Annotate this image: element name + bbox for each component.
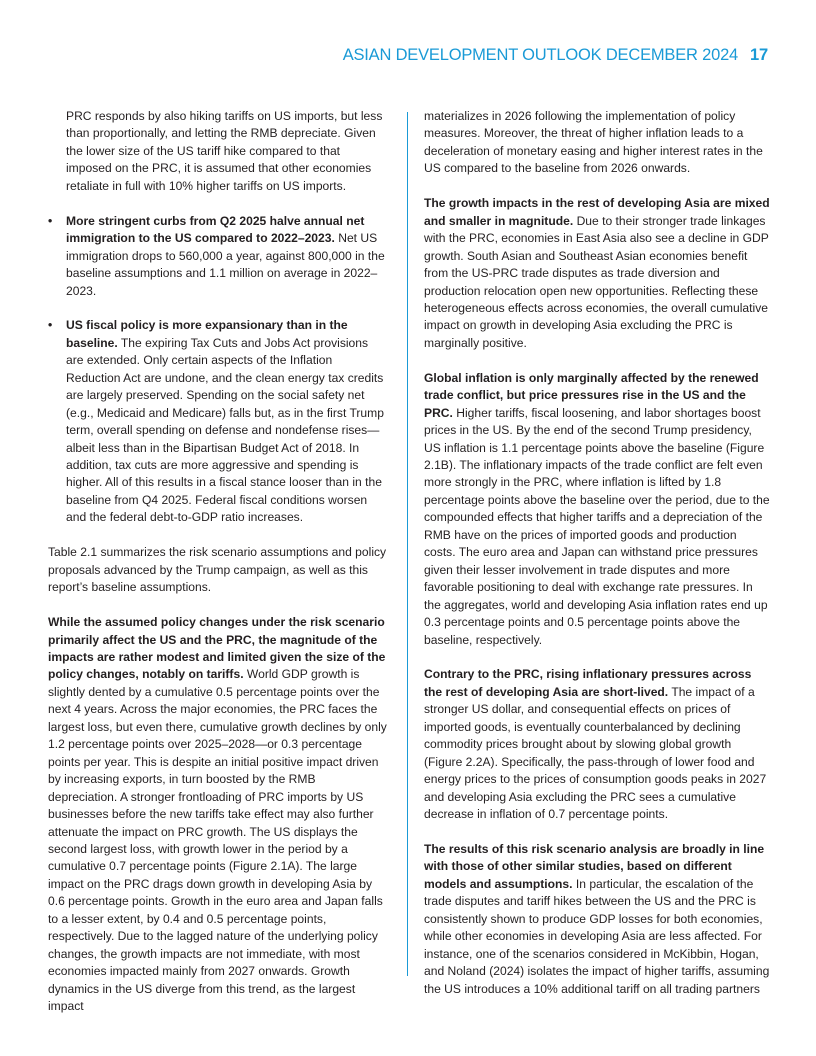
bullet-immigration [48,213,388,300]
similar-studies-paragraph [424,841,770,998]
publication-title: ASIAN DEVELOPMENT OUTLOOK DECEMBER 2024 [342,46,739,64]
global-inflation-paragraph [424,370,770,649]
policy-impact-text: World GDP growth is slightly dented by a cumulative 0.5 percentage points over the next 4 years. Across the major economies, the PRC faces the largest loss, but even there, cumulative growth declines by only 1.2 percentage points over 2025–2028—or 0.3 percentage points per year. This is despite an initial positive impact driven by increasing exports, in turn boosted by the RMB depreciation. A stronger frontloading of PRC imports by US businesses before the new tariffs take effect may also further attenuate the impact on PRC growth. The US displays the second largest loss, with growth lower in the period by a cumulative 0.7 percentage points (Figure 2.1A). The large impact on the PRC drags down growth in developing Asia by 0.6 percentage points. Growth in the euro area and Japan falls to a lesser extent, by 0.4 and 0.5 percentage points, respectively. Due to the lagged nature of the underlying policy changes, the growth impacts are not immediate, with most economies impacted mainly from 2027 onwards. Growth dynamics in the US diverge from this trend, as the largest impact [48,667,387,1014]
left-column [48,108,388,1033]
inflation-pressures-heading: Contrary to the PRC, rising inflationary pressures across the rest of developing Asia are short-lived. [424,667,752,699]
table-summary-paragraph: Table 2.1 summarizes the risk scenario assumptions and policy proposals advanced by the Trump campaign, as well as this report’s baseline assumptions. [48,545,387,595]
global-inflation-heading: Global inflation is only marginally affected by the renewed trade conflict, but price pressures rise in the US and the PRC. [424,370,759,420]
column-divider [407,112,408,976]
bullet-fiscal-heading: US fiscal policy is more expansionary than in the baseline. [66,318,348,350]
bullet-immigration-heading: More stringent curbs from Q2 2025 halve annual net immigration to the US compared to 2022–2023. [66,213,365,246]
bullet-fiscal [48,317,388,526]
bullet-icon: • [48,318,53,333]
policy-impact-paragraph [48,614,388,1015]
growth-impacts-heading: The growth impacts in the rest of developing Asia are mixed and smaller in magnitude. [424,196,770,228]
running-header [343,46,768,65]
continued-paragraph: materializes in 2026 following the implementation of policy measures. Moreover, the threat of higher inflation leads to a deceleration of monetary easing and higher interest rates in the US compared to the baseline from 2026 onwards. [424,109,763,176]
similar-studies-heading: The results of this risk scenario analysis are broadly in line with those of other similar studies, based on different models and assumptions. [424,841,765,891]
growth-impacts-text: Due to their stronger trade linkages with the PRC, economies in East Asia also see a decline in GDP growth. South Asian and Southeast Asian economies benefit from the US-PRC trade disputes as trade diversion and production relocation open new opportunities. Reflecting these heterogeneous effects across economies, the overall cumulative impact on growth in developing Asia excluding the PRC is marginally positive. [424,213,769,350]
intro-paragraph: PRC responds by also hiking tariffs on US imports, but less than proportionally, and letting the RMB depreciate. Given the lower size of the US tariff hike compared to that imposed on the PRC, it is assumed that other economies retaliate in full with 10% higher tariffs on US imports. [66,109,383,193]
bullet-fiscal-text: The expiring Tax Cuts and Jobs Act provisions are extended. Only certain aspects of the Inflation Reduction Act are undone, and the clean energy tax credits are largely preserved. Spending on the social safety net (e.g., Medicaid and Medicare) falls but, as in the first Trump term, overall spending on defense and nondefense rises—albeit less than in the Bipartisan Budget Act of 2018. In addition, tax cuts are more aggressive and spending is higher. All of this results in a fiscal stance looser than in the baseline from Q4 2025. Federal fiscal conditions worsen and the federal debt-to-GDP ratio increases. [66,335,384,525]
global-inflation-text: Higher tariffs, fiscal loosening, and labor shortages boost prices in the US. By the end of the second Trump presidency, US inflation is 1.1 percentage points above the baseline (Figure 2.1B). The inflationary impacts of the trade conflict are felt even more strongly in the PRC, where inflation is lifted by 1.8 percentage points above the baseline over the period, due to the compounded effects that higher tariffs and a depreciation of the RMB have on the prices of imported goods and production costs. The euro area and Japan can withstand price pressures given their lesser involvement in trade disputes and more favorable positioning to deal with exchange rate pressures. In the aggregates, world and developing Asia inflation rates end up 0.3 percentage points and 0.5 percentage points above the baseline, respectively. [424,405,770,647]
bullet-icon: • [48,213,53,228]
growth-impacts-paragraph [424,195,770,352]
page-number: 17 [750,46,768,64]
bullet-immigration-text: Net US immigration drops to 560,000 a year, against 800,000 in the baseline assumptions and 1.1 million on average in 2022–2023. [66,231,385,298]
policy-impact-heading: While the assumed policy changes under the risk scenario primarily affect the US and the PRC, the magnitude of the impacts are rather modest and limited given the size of the policy changes, notably on tariffs. [48,615,386,682]
similar-studies-text: In particular, the escalation of the trade disputes and tariff hikes between the US and the PRC is consistently shown to produce GDP losses for both economies, while other economies in developing Asia are less affected. For instance, one of the scenarios considered in McKibbin, Hogan, and Noland (2024) isolates the impact of higher tariffs, assuming the US introduces a 10% additional tariff on all trading partners [424,876,770,996]
inflation-pressures-paragraph [424,666,770,823]
inflation-pressures-text: The impact of a stronger US dollar, and consequential effects on prices of imported goods, is eventually counterbalanced by declining commodity prices brought about by slowing global growth (Figure 2.2A). Specifically, the pass-through of lower food and energy prices to the prices of consumption goods peaks in 2027 and developing Asia excluding the PRC sees a cumulative decrease in inflation of 0.7 percentage points. [424,684,767,822]
right-column [424,108,770,1015]
